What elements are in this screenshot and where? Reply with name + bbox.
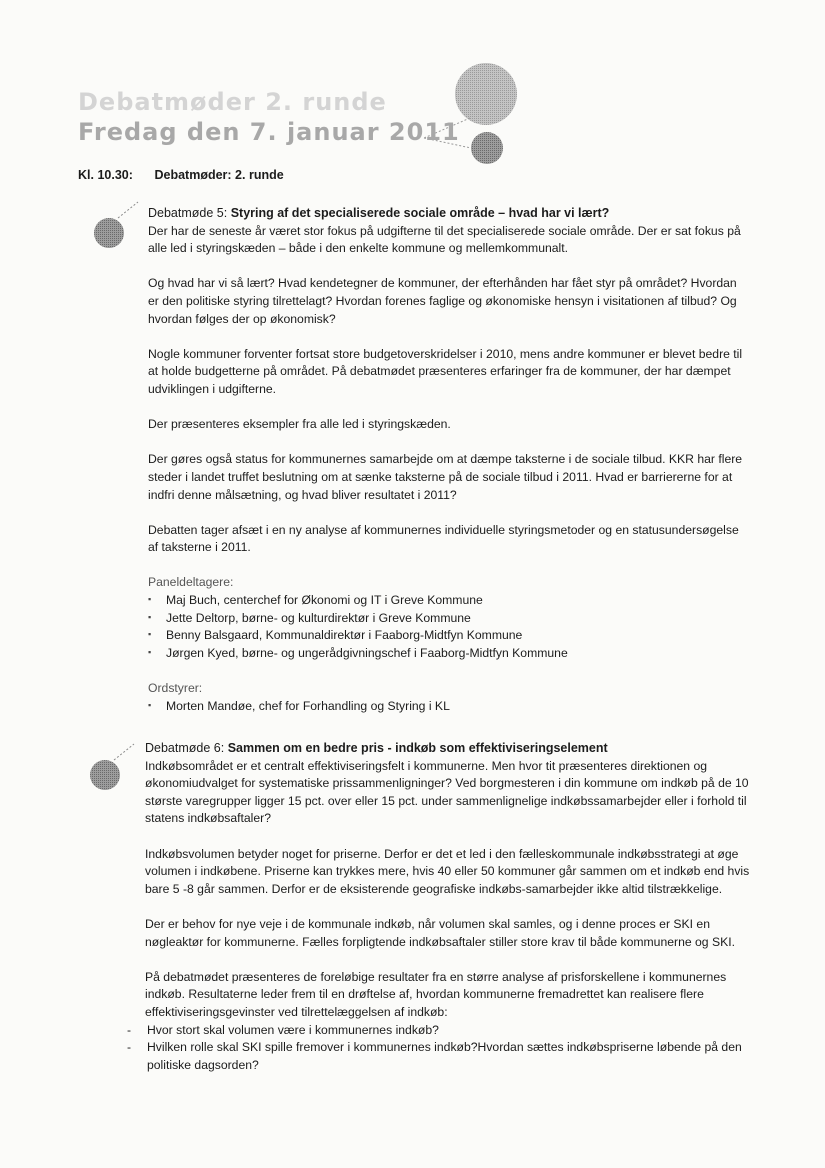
session6-paragraph: Der er behov for nye veje i de kommunale indkøb, når volumen skal samles, og i denne proces er SKI en nøgleaktør for kommunerne. Fælles forpligtende indkøbsaftaler stiller store krav til både kommunerne og SKI. — [145, 916, 735, 949]
questions-list — [145, 1022, 750, 1075]
session5-section — [148, 205, 748, 733]
header-title-line2: Fredag den 7. januar 2011 — [78, 118, 460, 146]
large-circle-decoration — [455, 63, 517, 125]
chair-heading: Ordstyrer: — [148, 681, 203, 696]
list-item: ▪ Maj Buch, centerchef for Økonomi og IT i Greve Kommune — [148, 592, 748, 610]
small-circle-decoration — [471, 132, 503, 164]
session5-title-prefix: Debatmøde 5: — [148, 206, 231, 220]
session5-paragraph: Nogle kommuner forventer fortsat store budgetoverskridelser i 2010, mens andre kommuner er blevet bedre til at holde budgetterne på området. På debatmødet præsenteres erfaringer fra de kommuner, der har dæmpet udviklingen i udgifterne. — [148, 346, 743, 396]
list-item: ▪ Jørgen Kyed, børne- og ungerådgivningschef i Faaborg-Midtfyn Kommune — [148, 645, 748, 663]
bullet-circle-session5 — [94, 218, 124, 248]
panel-heading: Paneldeltagere: — [148, 575, 234, 590]
session5-paragraph: Der har de seneste år været stor fokus på udgifterne til det specialiserede sociale område. Der er sat fokus på alle led i styringskæden – både i den enkelte kommune og mellemkommunalt. — [148, 223, 741, 256]
time-row — [78, 168, 284, 182]
session5-paragraph: Der gøres også status for kommunernes samarbejde om at dæmpe taksterne i de sociale tilbud. KKR har flere steder i landet truffet beslutning om at sænke taksterne på de sociale tilbud i 2011. Hvad er barriererne for at indfri denne målsætning, og hvad bliver resultatet i 2011? — [148, 452, 743, 502]
session6-title-text: Sammen om en bedre pris - indkøb som effektiviseringselement — [227, 741, 608, 755]
bullet-circle-session6 — [90, 760, 120, 790]
time-label: Kl. 10.30: — [78, 168, 133, 182]
list-item: ▪ Benny Balsgaard, Kommunaldirektør i Faaborg-Midtfyn Kommune — [148, 627, 748, 645]
session6-paragraph: Indkøbsområdet er et centralt effektiviseringsfelt i kommunerne. Men hvor tit præsenteres direktionen og økonomiudvalget for systematiske prissammenligninger? Ved borgmesteren i din kommune om indkøb på de 10 største varegrupper ligger 15 pct. over eller 15 pct. under sammenlignelige indkøbssamarbejder eller i forhold til statens indkøbsaftaler? — [145, 758, 749, 826]
session6-title — [145, 740, 750, 758]
session5-title — [148, 205, 748, 223]
header-title-line1: Debatmøder 2. runde — [78, 88, 387, 116]
session5-paragraph: Der præsenteres eksempler fra alle led i styringskæden. — [148, 417, 451, 432]
session6-paragraph: På debatmødet præsenteres de foreløbige resultater fra en større analyse af prisforskellene i kommunernes indkøb. Resultaterne leder frem til en drøftelse af, hvordan kommunerne fremadrettet kan realisere flere effektiviseringsgevinster ved tilrettelæggelsen af indkøb: — [145, 969, 727, 1019]
session6-title-prefix: Debatmøde 6: — [145, 741, 228, 755]
session6-paragraph: Indkøbsvolumen betyder noget for priserne. Derfor er det et led i den fælleskommunale indkøbsstrategi at øge volumen i indkøbene. Priserne kan trykkes mere, hvis 40 eller 50 kommuner går sammen om et indkøb end hvis bare 5 -8 går sammen. Derfor er de eksisterende geografiske indkøbs-samarbejder ikke altid tilstrækkelige. — [145, 846, 750, 896]
list-item: ▪ Morten Mandøe, chef for Forhandling og Styring i KL — [148, 698, 748, 716]
chair-list — [148, 698, 748, 716]
list-item: - Hvor stort skal volumen være i kommunernes indkøb? — [127, 1022, 750, 1040]
session5-title-text: Styring af det specialiserede sociale område – hvad har vi lært? — [230, 206, 610, 220]
session5-paragraph: Debatten tager afsæt i en ny analyse af kommunernes individuelle styringsmetoder og en statusundersøgelse af taksterne i 2011. — [148, 522, 739, 555]
session6-section — [145, 740, 750, 1074]
list-item: - Hvilken rolle skal SKI spille fremover i kommunernes indkøb?Hvordan sættes indkøbspriserne løbende på den politiske dagsorden? — [127, 1039, 750, 1074]
panel-list — [148, 592, 748, 662]
list-item: ▪ Jette Deltorp, børne- og kulturdirektør i Greve Kommune — [148, 610, 748, 628]
time-description: Debatmøder: 2. runde — [154, 168, 284, 182]
session5-paragraph: Og hvad har vi så lært? Hvad kendetegner de kommuner, der efterhånden har fået styr på området? Hvordan er den politiske styring tilrettelagt? Hvordan forenes faglige og økonomiske hensyn i visitationen af tilbud? Og hvordan følges der op økonomisk? — [148, 276, 737, 326]
